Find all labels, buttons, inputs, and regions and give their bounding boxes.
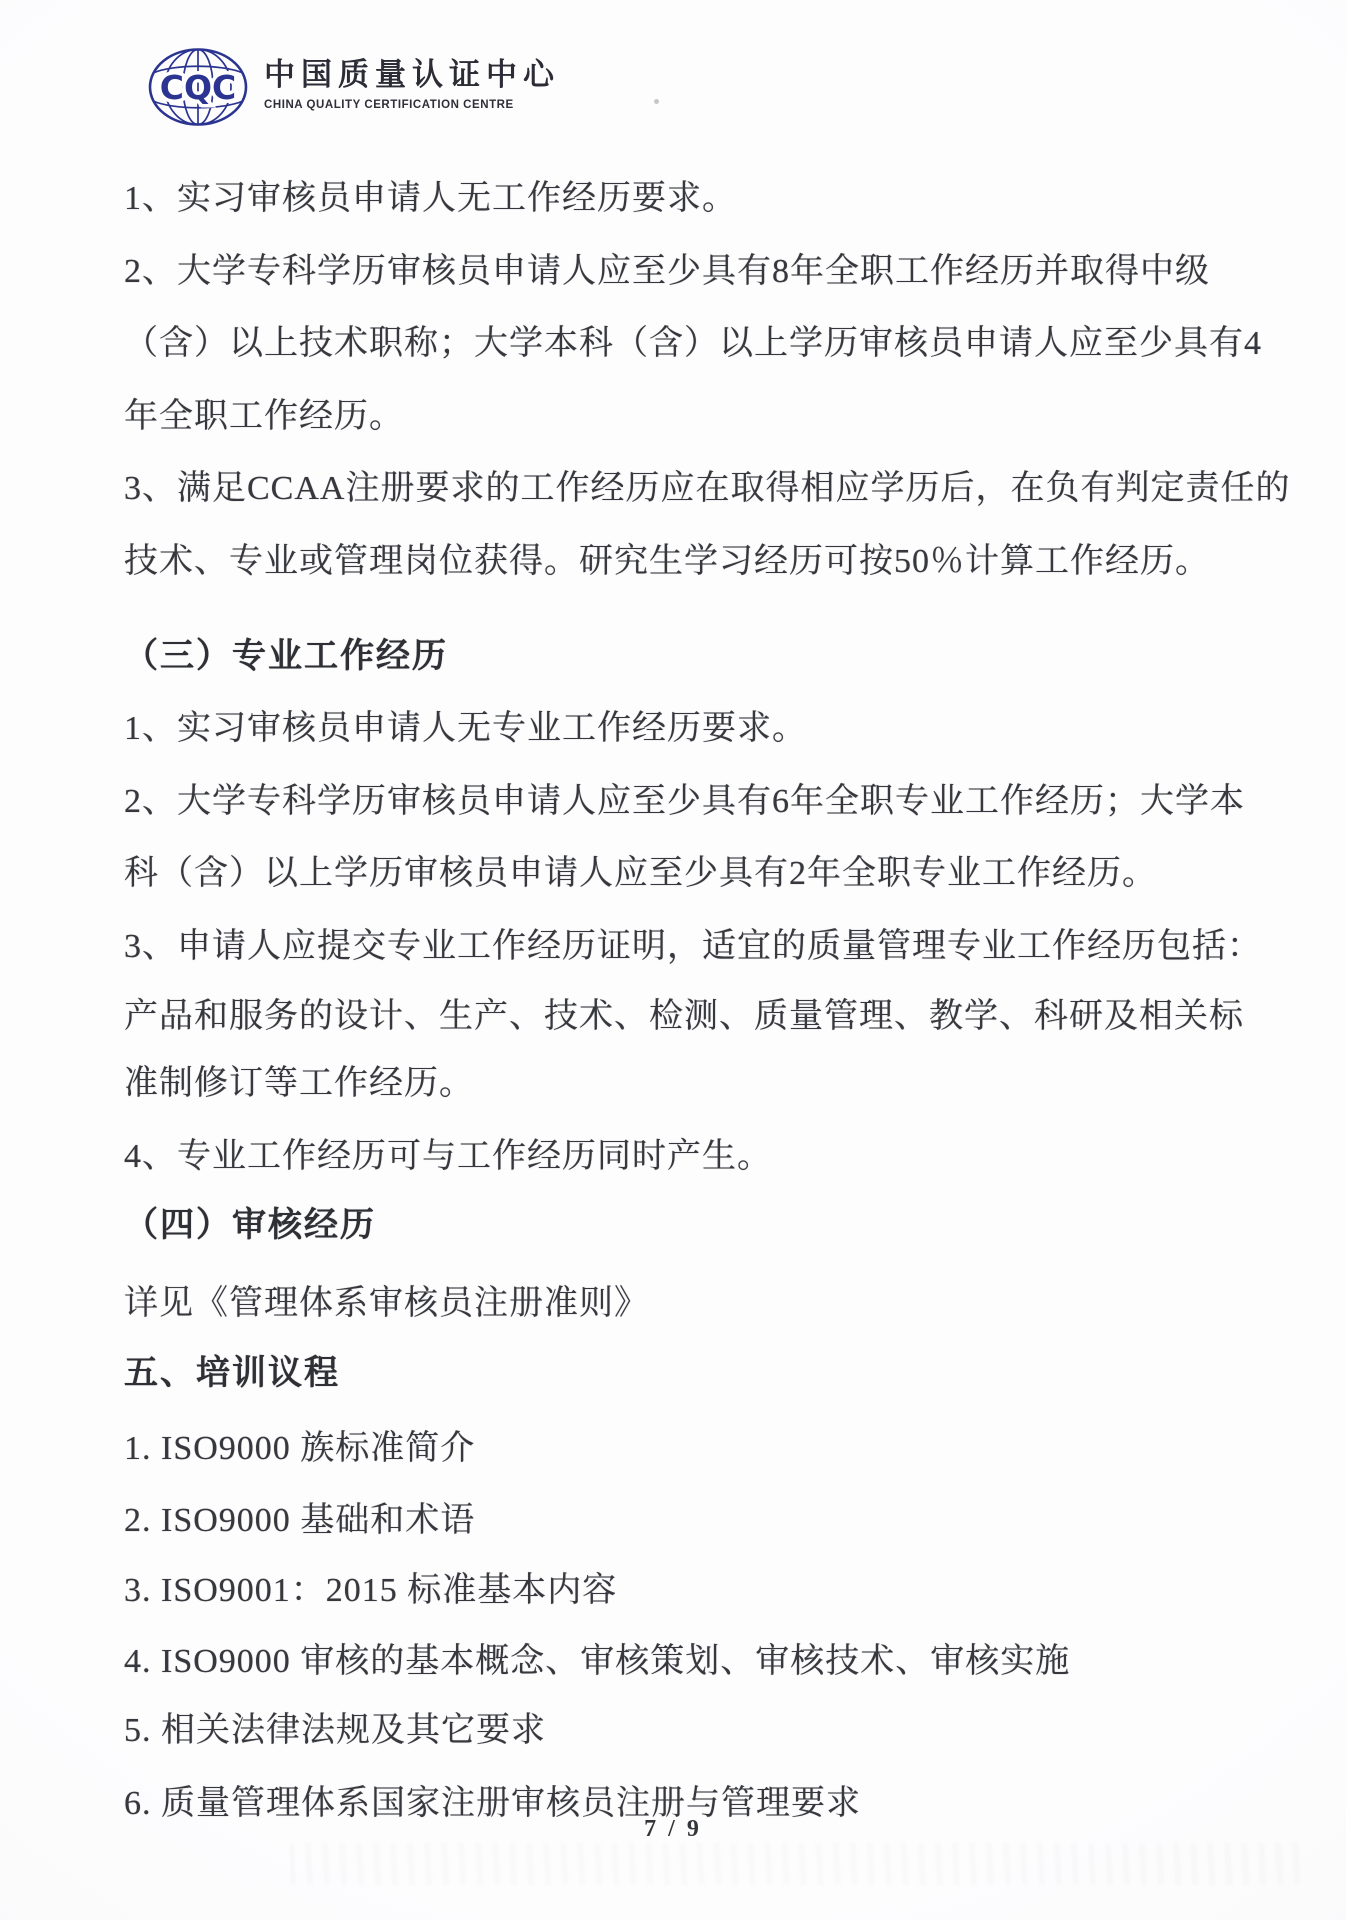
doc-line: 2、大学专科学历审核员申请人应至少具有6年全职专业工作经历；大学本	[124, 783, 1245, 820]
agenda-item: 5. 相关法律法规及其它要求	[124, 1712, 546, 1749]
doc-line: （含）以上技术职称；大学本科（含）以上学历审核员申请人应至少具有4	[124, 325, 1262, 362]
agenda-item: 1. ISO9000 族标准简介	[124, 1430, 476, 1467]
doc-line: 年全职工作经历。	[124, 398, 404, 435]
doc-line: 详见《管理体系审核员注册准则》	[124, 1285, 649, 1322]
doc-line: 1、实习审核员申请人无工作经历要求。	[124, 180, 737, 217]
doc-line: 3、申请人应提交专业工作经历证明，适宜的质量管理专业工作经历包括：	[124, 928, 1262, 965]
svg-text:CQC: CQC	[159, 68, 237, 107]
doc-line: 4、专业工作经历可与工作经历同时产生。	[124, 1138, 772, 1175]
doc-line: 技术、专业或管理岗位获得。研究生学习经历可按50％计算工作经历。	[124, 543, 1210, 580]
org-name-en: CHINA QUALITY CERTIFICATION CENTRE	[264, 98, 514, 111]
agenda-item: 2. ISO9000 基础和术语	[124, 1502, 476, 1539]
org-titles	[264, 46, 560, 111]
doc-line: 2、大学专科学历审核员申请人应至少具有8年全职工作经历并取得中级	[124, 253, 1210, 290]
agenda-item: 4. ISO9000 审核的基本概念、审核策划、审核技术、审核实施	[124, 1643, 1071, 1680]
section-heading-training-agenda: 五、培训议程	[124, 1355, 340, 1392]
scan-noise-band	[290, 1843, 1300, 1885]
doc-line: 产品和服务的设计、生产、技术、检测、质量管理、教学、科研及相关标	[124, 998, 1244, 1035]
cqc-header	[146, 46, 560, 128]
doc-line: 3、满足CCAA注册要求的工作经历应在取得相应学历后，在负有判定责任的	[124, 470, 1291, 507]
agenda-item: 6. 质量管理体系国家注册审核员注册与管理要求	[124, 1785, 861, 1822]
doc-line: 1、实习审核员申请人无专业工作经历要求。	[124, 710, 807, 747]
doc-line: 科（含）以上学历审核员申请人应至少具有2年全职专业工作经历。	[124, 855, 1157, 892]
section-heading-audit-experience: （四）审核经历	[124, 1207, 376, 1244]
doc-line: 准制修订等工作经历。	[124, 1065, 474, 1102]
page-number: 7 / 9	[644, 1816, 702, 1842]
org-name-zh: 中国质量认证中心	[264, 57, 560, 93]
agenda-item: 3. ISO9001：2015 标准基本内容	[124, 1572, 618, 1609]
section-heading-professional-experience: （三）专业工作经历	[124, 638, 448, 675]
scan-speck	[654, 99, 659, 104]
cqc-globe-logo-icon	[146, 46, 250, 128]
